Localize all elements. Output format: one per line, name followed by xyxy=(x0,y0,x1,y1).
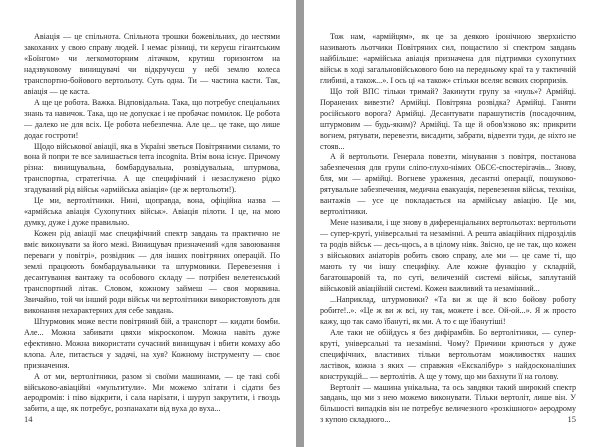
paragraph: А й вертольоти. Генерала повезти, мінування з повітря, постанова забезпечення для групи сліпо-глухо-німих ОБСЄ-спостерігачів... Знову, бля, ми — армійці. Вогневе ураження, десантні операції, пошуково-рятувальне забезпечення, медична евакуація, перевезення військ, техніки, вантажів — усе це покладається на армійську авіацію. Це ми, вертолітники. xyxy=(320,152,576,217)
page-number: 14 xyxy=(24,414,33,424)
left-page-text xyxy=(24,32,280,415)
paragraph: А ще це робота. Важка. Відповідальна. Така, що потребує спеціальних знань та навичок. Така, що не допускає і не пробачає помилок. Це робота — далеко не для всіх. Це робота небезпечна. Але це... це таке, що лише додає гостроти! xyxy=(24,97,280,140)
right-page xyxy=(304,0,600,447)
paragraph: Що той ВПС тільки тримай? Закинути групу за «нуль»? Армійці. Поранених вивезти? Армійці. Повітряна розвідка? Армійці. Ганяти російського ворога? Армійці. Десантувати парашутистів (посадочним, штурмовим — будь-яким)? Армійці. Та ще й обов'язково як: прикрити вогнем, рятувати, перевезти, висадити, забрати, відвезти туди, де ніхто не стояв... xyxy=(320,86,576,151)
paragraph: ...Наприклад, штурмовики? «Та ви ж ще й всю бойову роботу робите!..». «Це ж ви ж всі, ну так, можете і все. Ой-ой...». Я ж просто кажу, що так само їбануті, як ми. А то є ще їбанутіші! xyxy=(320,294,576,326)
paragraph: Але таки не обійдусь я без дифірамбів. Бо вертолітники, — супер-круті, універсальні та незамінні. Чому? Причини криються у дуже специфічних, властивих тільки вертольотам можливостях наших ластівок, кожна з яких — справжня «Екскалібур» з найдосконаліших конструкцій... — вертолітів. А ще у тому, що ми бахнути її на голову. xyxy=(320,327,576,381)
paragraph: Штурмовик може вести повітряний бій, а транспорт — кидати бомби. Але... Можна забивати цвяхи мікроскопом. Можна навіть дуже ефективно. Можна використати сучасний винищувач і вбити комаху або клопа. Але, питається у задачі, на хуя? Кожному інструменту — своє призначення. xyxy=(24,316,280,370)
paragraph: Щодо військової авіації, яка в Україні зветься Повітряними силами, то вона й попри те все залишається terra incognita. Втім вона існує. Причому різна: винищувальна, бомбардувальна, розвідувальна, штурмова, транспортна, стратегічна. А ще специфічний і незаслужено рідко згадуваний рід військ «армійська авіація» (це ж вертольоти!). xyxy=(24,141,280,195)
paragraph: Кожен рід авіації має специфічний спектр завдань та практично не вміє виконувати за його межі. Винищувач призначений «для завоювання переваги у повітрі», розвідник — для інших повітряних операцій. По землі працюють бомбардувальники та штурмовики. Перевезення і десантування вантажу та особового складу — потрібен велетенський транспортний літак. Словом, кожному займеш — своя морквина. Звичайно, той чи інший роди військ чи вертолітники використовують для виконання нехарактерних для себе завдань. xyxy=(24,229,280,315)
paragraph: Авіація — це спільнота. Спільнота трошки божевільних, до нестями закоханих у свою справу людей. І немає різниці, ти керуєш гігантським «Боїнгом» чи легкомоторним літачком, крутиш горизонтом на надзвуковому винищувачі чи відкручуєш у небі землю колеса транспортно-бойового вертольоту. Суть одна. Ти — частина касти. Так, авіація — це каста. xyxy=(24,32,280,96)
page-number: 15 xyxy=(567,414,576,424)
paragraph: Вертоліт — машина унікальна, та ось завдяки такий широкий спектр завдань, що ми з нею можемо виконувати. Тільки вертоліт, лише він. У більшості випадків він не потребує величезного «розкішного» аеродрому з купою складного... xyxy=(320,382,576,425)
paragraph: Мене називали, і ще знову в диференціальних вертольотах: вертольоти — супер-круті, універсальні та незамінні. А решта авіаційних підрозділів та родів військ — десь-щось, а в цілому ніяк. Звісно, це не так, що кожен з військових аніаторів робить свою справу, але ми — це саме ті, що мають ту чи іншу специфіку. Але кожне функцію у складній, багатошаровій та, по суті, величезній системі військ, заплутаній військовій авіаційній системі. Кожен важливий та незамінний... xyxy=(320,218,576,293)
paragraph: А от ми, вертолітники, разом зі своїми машинами, — це такі собі військово-авіаційні «мультитули». Ми можемо злітати і сідати без аеродромів: і піво відкрити, і сала нарізати, і шуруп закрутити, і гвоздь забити, а ще, як потребує, розпанахати від вуха до вуха... xyxy=(24,371,280,414)
right-page-text xyxy=(320,32,576,426)
paragraph: Це ми, вертолітники. Нині, щоправда, вона, офіційна назва — «армійська авіація Сухопутних військ». Авіація пілоти. І це, на мою думку, дуже і дуже правильно. xyxy=(24,196,280,228)
paragraph: Тож нам, «армійцям», як це за деякою іронічною зверхністю називають льотчики Повітряних сил, пощастило зі спектром завдань найбільше: «армійська авіація призначена для підтримки сухопутних військ в ході загальновійськового бою на передньому краї та у тактичній глибині, а також...». І ось ці «а також» стільки вселяє всяких сюрпризів. xyxy=(320,32,576,85)
left-page xyxy=(0,0,296,447)
